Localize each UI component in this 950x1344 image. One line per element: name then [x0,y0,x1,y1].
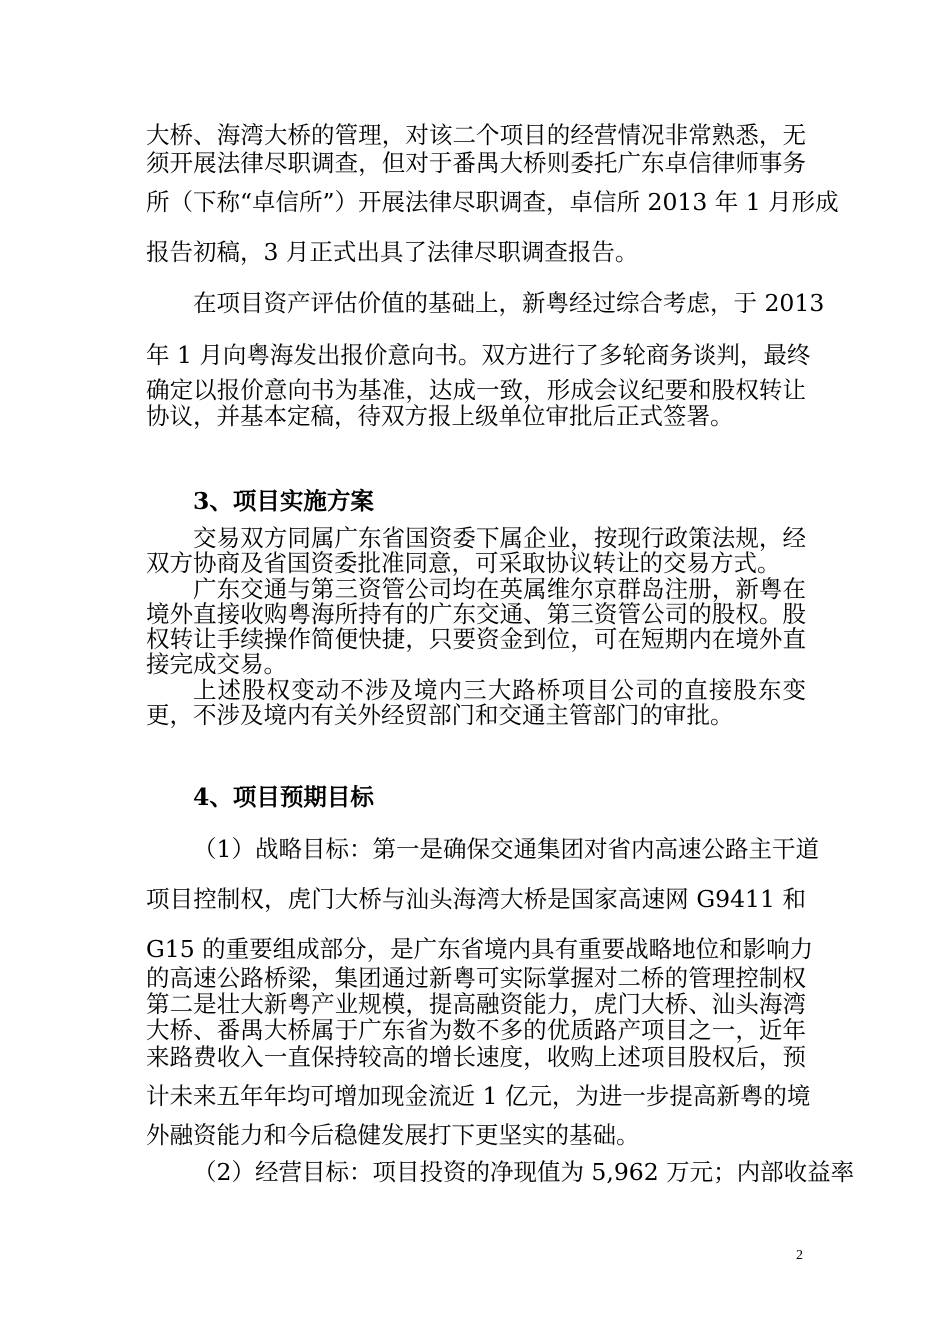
text-line: 广东交通与第三资管公司均在英属维尔京群岛注册，新粤在 [193,575,806,603]
text-line: 接完成交易。 [146,650,287,678]
text-line: 协议，并基本定稿，待双方报上级单位审批后正式签署。 [146,402,734,430]
text-line: （1）战略目标：第一是确保交通集团对省内高速公路主干道 [193,835,819,863]
text-line: 交易双方同属广东省国资委下属企业，按现行政策法规，经 [193,524,806,552]
page-number: 2 [796,1248,803,1263]
text-line: （2）经营目标：项目投资的净现值为 5,962 万元；内部收益率 [193,1158,855,1186]
text-line: 项目控制权，虎门大桥与汕头海湾大桥是国家高速网 G9411 和 [146,885,806,913]
text-line: 大桥、海湾大桥的管理，对该二个项目的经营情况非常熟悉，无 [146,121,806,149]
text-line: 确定以报价意向书为基准，达成一致，形成会议纪要和股权转让 [146,376,806,404]
text-line: 权转让手续操作简便快捷，只要资金到位，可在短期内在境外直 [146,625,806,653]
text-line: 外融资能力和今后稳健发展打下更坚实的基础。 [146,1121,640,1149]
section-heading: 4、项目预期目标 [193,783,374,811]
text-line: 在项目资产评估价值的基础上，新粤经过综合考虑，于 2013 [193,289,825,317]
text-line: 大桥、番禺大桥属于广东省为数不多的优质路产项目之一，近年 [146,1016,806,1044]
text-line: 年 1 月向粤海发出报价意向书。双方进行了多轮商务谈判，最终 [146,341,811,369]
text-line: 更，不涉及境内有关外经贸部门和交通主管部门的审批。 [146,701,734,729]
text-line: 境外直接收购粤海所持有的广东交通、第三资管公司的股权。股 [146,600,806,628]
section-heading: 3、项目实施方案 [193,487,374,515]
text-line: 第二是壮大新粤产业规模，提高融资能力，虎门大桥、汕头海湾 [146,990,806,1018]
text-line: 的高速公路桥梁，集团通过新粤可实际掌握对二桥的管理控制权 [146,964,806,992]
text-line: 报告初稿，3 月正式出具了法律尽职调查报告。 [146,238,639,266]
text-line: 上述股权变动不涉及境内三大路桥项目公司的直接股东变 [193,676,806,704]
text-line: G15 的重要组成部分，是广东省境内具有重要战略地位和影响力 [146,935,814,963]
text-line: 计未来五年年均可增加现金流近 1 亿元，为进一步提高新粤的境 [146,1082,811,1110]
text-line: 须开展法律尽职调查，但对于番禺大桥则委托广东卓信律师事务 [146,149,806,177]
text-line: 来路费收入一直保持较高的增长速度，收购上述项目股权后，预 [146,1043,806,1071]
text-line: 双方协商及省国资委批准同意，可采取协议转让的交易方式。 [146,549,781,577]
text-line: 所（下称“卓信所”）开展法律尽职调查，卓信所 2013 年 1 月形成 [146,188,839,216]
